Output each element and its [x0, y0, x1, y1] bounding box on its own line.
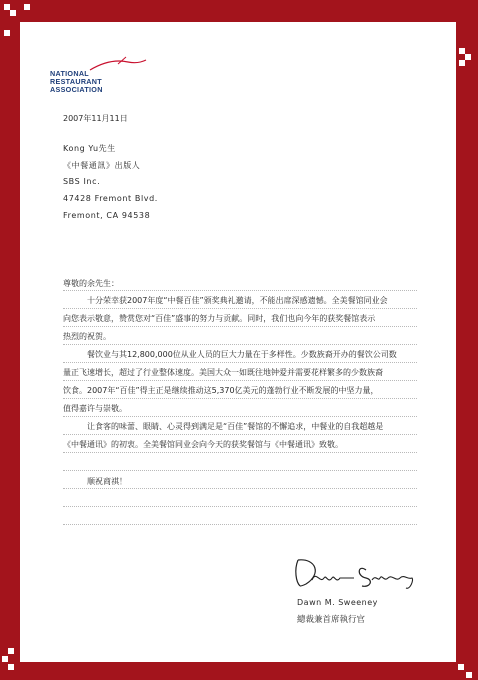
recipient-line: 《中餐通訊》出版人: [63, 161, 141, 170]
logo-line: ASSOCIATION: [50, 85, 103, 94]
signer-title: 總裁兼首席執行官: [297, 615, 366, 625]
salutation: 尊敬的余先生：: [63, 279, 119, 288]
frame-square: [458, 664, 464, 670]
recipient-line: Kong Yu先生: [63, 144, 116, 153]
paragraph-line: 热烈的祝贺。: [63, 332, 111, 341]
frame-square: [4, 30, 10, 36]
frame-square: [466, 672, 472, 678]
ruled-line: [63, 290, 417, 291]
paragraph-line: 值得嘉许与崇敬。: [63, 404, 127, 413]
letter-date: 2007年11月11日: [63, 114, 128, 123]
frame-square: [2, 656, 8, 662]
recipient-line: SBS Inc.: [63, 177, 101, 186]
recipient-line: 47428 Fremont Blvd.: [63, 194, 158, 203]
nra-logo: [50, 62, 146, 96]
paragraph-line: 餐饮业与其12,800,000位从业人员的巨大力量在于多样性。少数族裔开办的餐饮公司数: [87, 350, 397, 359]
logo-line: RESTAURANT: [50, 77, 102, 86]
ruled-line: [63, 524, 417, 525]
frame-square: [8, 648, 14, 654]
logo-line: NATIONAL: [50, 69, 89, 78]
paragraph-line: 饮食。2007年“百佳”得主正是继续推动这5,370亿美元的蓬勃行业不断发展的中坚力量，: [63, 386, 379, 395]
paragraph-line: 《中餐通讯》的初衷。全美餐馆同业会向今天的获奖餐馆与《中餐通讯》致敬。: [63, 440, 343, 449]
frame-square: [10, 10, 16, 16]
handwritten-signature: [292, 556, 420, 592]
frame-square: [8, 664, 14, 670]
recipient-line: Fremont, CA 94538: [63, 211, 151, 220]
logo-swoosh-icon: [88, 56, 148, 72]
paragraph-line: 十分荣幸获2007年度“中餐百佳”颁奖典礼邀请，不能出席深感遗憾。全美餐馆同业会: [87, 296, 388, 305]
paragraph-line: 让食客的味蕾、眼睛、心灵得到满足是“百佳”餐馆的不懈追求，中餐业的自我超越是: [87, 422, 384, 431]
ruled-line: [63, 470, 417, 471]
body-paragraph: [63, 292, 417, 346]
frame-square: [465, 54, 471, 60]
closing-line: 顺祝商祺！: [87, 477, 127, 486]
signer-name: Dawn M. Sweeney: [297, 598, 378, 607]
frame-square: [24, 4, 30, 10]
ruled-line: [63, 506, 417, 507]
paragraph-line: 向您表示敬意，赞赏您对“百佳”盛事的努力与贡献。同时，我们也向今年的获奖餐馆表示: [63, 314, 376, 323]
paragraph-line: 量正飞速增长，超过了行业整体速度。美国大众一如既往地钟爱并需要花样繁多的少数族裔: [63, 368, 383, 377]
frame-square: [459, 60, 465, 66]
body-paragraph: [63, 418, 417, 454]
body-paragraph: [63, 346, 417, 418]
ruled-line: [63, 488, 417, 489]
